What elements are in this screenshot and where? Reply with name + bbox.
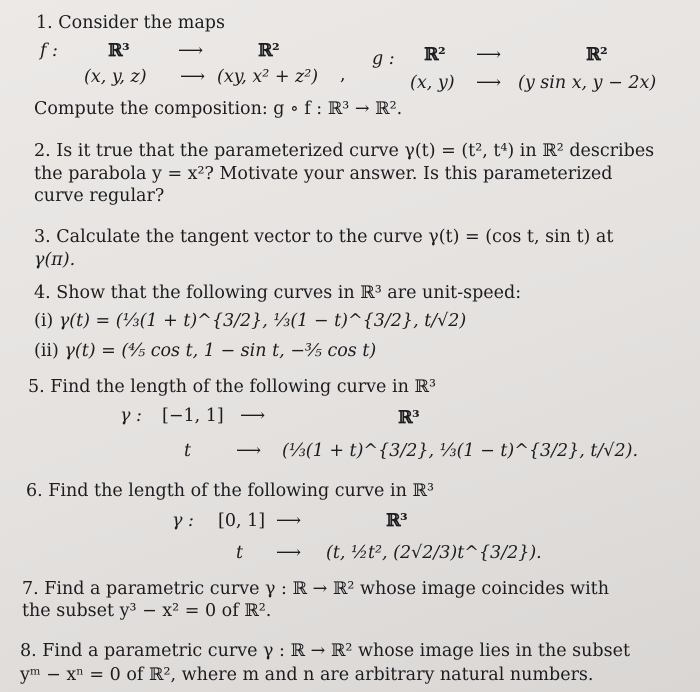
p5-arrow: ⟶ xyxy=(240,406,266,426)
g-codomain: ℝ² xyxy=(586,45,608,65)
p6-domain: [0, 1] xyxy=(218,511,266,531)
problem-1-task: Compute the composition: g ∘ f : ℝ³ → ℝ². xyxy=(34,99,403,119)
g-arrow: ⟶ xyxy=(476,45,502,65)
problem-5-line-1: 5. Find the length of the following curve in ℝ³ xyxy=(28,377,436,397)
p6-maps-arrow: ⟶ xyxy=(276,543,302,563)
g-maps-arrow: ⟶ xyxy=(476,73,502,93)
problem-3-line-1: 3. Calculate the tangent vector to the curve γ(t) = (cos t, sin t) at xyxy=(34,227,614,247)
problem-8-line-2: yᵐ − xⁿ = 0 of ℝ², where m and n are arbitrary natural numbers. xyxy=(20,665,594,685)
p6-map-name: γ : xyxy=(172,511,194,531)
g-input: (x, y) xyxy=(410,73,455,93)
f-output: (xy, x² + z²) xyxy=(217,67,319,87)
problem-2-line-3: curve regular? xyxy=(34,186,165,206)
problem-4-item-1: (i) γ(t) = (⅓(1 + t)^{3/2}, ⅓(1 − t)^{3/2}, t/√2) xyxy=(34,311,467,331)
p5-map-name: γ : xyxy=(120,406,142,426)
p5-var: t xyxy=(184,441,192,461)
f-input: (x, y, z) xyxy=(84,67,147,87)
problem-4-item-2: (ii) γ(t) = (⅘ cos t, 1 − sin t, −⅗ cos t) xyxy=(34,341,377,361)
p6-arrow: ⟶ xyxy=(276,511,302,531)
g-output: (y sin x, y − 2x) xyxy=(518,73,657,93)
p6-var: t xyxy=(236,543,244,563)
p6-output: (t, ½t², (2√2/3)t^{3/2}). xyxy=(326,543,542,563)
problem-8-line-1: 8. Find a parametric curve γ : ℝ → ℝ² whose image lies in the subset xyxy=(20,641,630,661)
maps-separator-comma: , xyxy=(340,65,346,85)
f-domain: ℝ³ xyxy=(108,41,130,61)
p5-codomain: ℝ³ xyxy=(398,408,420,428)
problem-2-line-1: 2. Is it true that the parameterized curve γ(t) = (t², t⁴) in ℝ² describes xyxy=(34,141,655,161)
p5-maps-arrow: ⟶ xyxy=(236,441,262,461)
g-name: g : xyxy=(372,49,395,69)
p5-output: (⅓(1 + t)^{3/2}, ⅓(1 − t)^{3/2}, t/√2). xyxy=(282,441,639,461)
f-codomain: ℝ² xyxy=(258,41,280,61)
problem-1-heading: 1. Consider the maps xyxy=(36,13,225,33)
problem-4-line-1: 4. Show that the following curves in ℝ³ are unit-speed: xyxy=(34,283,522,303)
problem-6-line-1: 6. Find the length of the following curve in ℝ³ xyxy=(26,481,434,501)
problem-2-line-2: the parabola y = x²? Motivate your answer. Is this parameterized xyxy=(34,164,613,184)
f-maps-arrow: ⟶ xyxy=(180,67,206,87)
problem-7-line-2: the subset y³ − x² = 0 of ℝ². xyxy=(22,601,272,621)
p5-domain: [−1, 1] xyxy=(162,406,224,426)
problem-7-line-1: 7. Find a parametric curve γ : ℝ → ℝ² whose image coincides with xyxy=(22,579,609,599)
p6-codomain: ℝ³ xyxy=(386,511,408,531)
f-name: f : xyxy=(40,41,58,61)
f-arrow: ⟶ xyxy=(178,41,204,61)
g-domain: ℝ² xyxy=(424,45,446,65)
problem-3-line-2: γ(π). xyxy=(34,250,76,270)
